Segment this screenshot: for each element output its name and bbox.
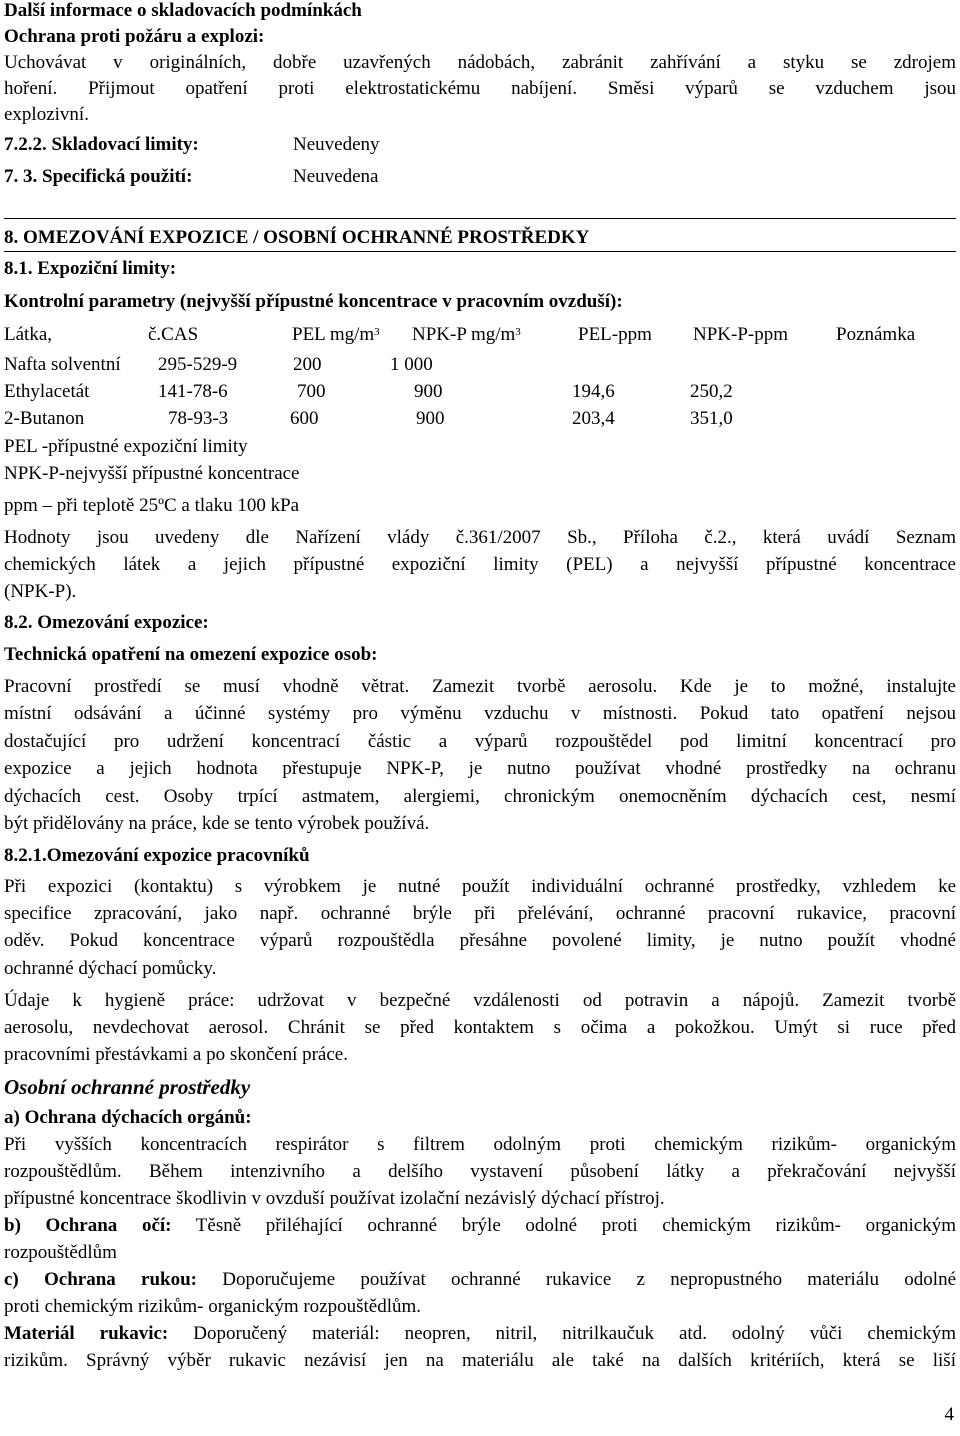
table-header-pel-mg: PEL $mg/m^3$: [292, 324, 380, 345]
section-rule-top: [4, 218, 956, 219]
table-cell-cas: 78-93-3: [168, 408, 229, 429]
table-cell-substance: Nafta solventní: [4, 354, 121, 375]
paragraph-line: pracovními přestávkami a po skončení práce.: [4, 1044, 348, 1065]
paragraph-line: (NPK-P).: [4, 581, 77, 602]
storage-limits-value: Neuvedeny: [293, 134, 380, 155]
page-number: 4: [944, 1404, 954, 1425]
control-parameters-heading: Kontrolní parametry (nejvyšší přípustné koncentrace v pracovním ovzduší):: [4, 291, 623, 312]
specific-uses-label: 7. 3. Specifická použití:: [4, 166, 193, 187]
paragraph-line: Hodnoty jsou uvedeny dle Nařízení vlády č.361/2007 Sb., Příloha č.2., která uvádí Seznam: [4, 527, 956, 548]
table-note: PEL -přípustné expoziční limity: [4, 436, 248, 457]
table-note: ppm – při teplotě 25ºC a tlaku 100 kPa: [4, 495, 300, 516]
technical-measures-heading: Technická opatření na omezení expozice osob:: [4, 644, 378, 665]
table-header-npkp-ppm: NPK-P-ppm: [693, 324, 789, 345]
table-header-npkp-mg: NPK-P $mg/m^3$: [412, 324, 521, 345]
paragraph-line: přípustné koncentrace škodlivin v ovzduší používat izolační nezávislý dýchací přístroj.: [4, 1188, 665, 1209]
section-8-2-title: 8.2. Omezování expozice:: [4, 612, 209, 633]
table-cell-pel-ppm: 194,6: [572, 381, 615, 402]
paragraph-line: být přidělovány na práce, kde se tento výrobek používá.: [4, 813, 430, 834]
ppe-heading: Osobní ochranné prostředky: [4, 1075, 251, 1099]
table-header-cas: č.CAS: [148, 324, 199, 345]
table-cell-npkp-ppm: 351,0: [690, 408, 733, 429]
heading-fire-protection: Ochrana proti požáru a explozi:: [4, 26, 265, 47]
paragraph-line: specifice zpracování, jako např. ochranné brýle při přelévání, ochranné pracovní rukavice, pracovní: [4, 903, 956, 924]
table-cell-pel-mg: 700: [297, 381, 326, 402]
table-cell-npkp-ppm: 250,2: [690, 381, 733, 402]
paragraph-line: oděv. Pokud koncentrace výparů rozpouštědla přesáhne povolené limity, je nutno použít vhodné: [4, 930, 956, 951]
eye-protection-line: b) Ochrana očí: Těsně přiléhající ochranné brýle odolné proti chemickým rizikům- organickým: [4, 1215, 957, 1236]
table-cell-npkp-mg: 900: [416, 408, 445, 429]
table-cell-npkp-mg: 900: [414, 381, 443, 402]
paragraph-line: Při vyšších koncentracích respirátor s filtrem odolným proti chemickým rizikům- organickým: [4, 1134, 956, 1155]
paragraph-line: dýchacích cest. Osoby trpící astmatem, alergiemi, chronickým onemocněním dýchacích cest, nesmí: [4, 786, 956, 807]
paragraph-line: Uchovávat v originálních, dobře uzavřených nádobách, zabránit zahřívání a styku se zdrojem: [4, 52, 956, 73]
table-cell-pel-mg: 600: [290, 408, 319, 429]
table-cell-pel-ppm: 203,4: [572, 408, 615, 429]
table-header-note: Poznámka: [836, 324, 916, 345]
hand-protection-label: c) Ochrana rukou:: [4, 1269, 197, 1290]
table-cell-npkp-mg: 1 000: [390, 354, 433, 375]
section-8-title: 8. OMEZOVÁNÍ EXPOZICE / OSOBNÍ OCHRANNÉ PROSTŘEDKY: [4, 227, 590, 248]
glove-material-label: Materiál rukavic:: [4, 1323, 169, 1344]
paragraph-line: proti chemickým rizikům- organickým rozpouštědlům.: [4, 1296, 422, 1317]
paragraph-line: rozpouštědlům: [4, 1242, 117, 1263]
table-cell-substance: 2-Butanon: [4, 408, 85, 429]
hand-protection-line: c) Ochrana rukou: Doporučujeme používat ochranné rukavice z nepropustného materiálu odolné: [4, 1269, 956, 1290]
storage-limits-label: 7.2.2. Skladovací limity:: [4, 134, 199, 155]
paragraph-line: chemických látek a jejich přípustné expoziční limity (PEL) a nejvyšší přípustné koncentrace: [4, 554, 956, 575]
paragraph-line: Při expozici (kontaktu) s výrobkem je nutné použít individuální ochranné prostředky, vzhledem ke: [4, 876, 956, 897]
respiratory-protection-heading: a) Ochrana dýchacích orgánů:: [4, 1107, 252, 1128]
eye-protection-label: b) Ochrana očí:: [4, 1215, 172, 1236]
section-rule-bottom: [4, 251, 956, 252]
paragraph-line: explozivní.: [4, 104, 89, 125]
paragraph-line: rozpouštědlům. Během intenzivního a delšího vystavení působení látky a překračování nejvyšší: [4, 1161, 956, 1182]
table-header-pel-ppm: PEL-ppm: [578, 324, 652, 345]
glove-material-line: Materiál rukavic: Doporučený materiál: neopren, nitril, nitrilkaučuk atd. odolný vůči chemickým: [4, 1323, 956, 1344]
table-cell-pel-mg: 200: [293, 354, 322, 375]
paragraph-line: dostačující pro udržení koncentrací částic a výparů rozpouštědel pod limitní koncentrací pro: [4, 731, 956, 752]
paragraph-line: Pracovní prostředí se musí vhodně větrat. Zamezit tvorbě aerosolu. Kde je to možné, instalujte: [4, 676, 956, 697]
specific-uses-value: Neuvedena: [293, 166, 379, 187]
paragraph-line: rizikům. Správný výběr rukavic nezávisí jen na materiálu ale také na dalších kritériích, která se liší: [4, 1350, 956, 1371]
table-cell-cas: 295-529-9: [158, 354, 238, 375]
paragraph-line: místní odsávání a účinné systémy pro výměnu vzduchu v místnosti. Pokud tato opatření nejsou: [4, 703, 956, 724]
table-note: NPK-P-nejvyšší přípustné koncentrace: [4, 463, 300, 484]
section-8-1-title: 8.1. Expoziční limity:: [4, 258, 177, 279]
section-8-2-1-title: 8.2.1.Omezování expozice pracovníků: [4, 845, 310, 866]
table-cell-cas: 141-78-6: [158, 381, 228, 402]
paragraph-line: Údaje k hygieně práce: udržovat v bezpečné vzdálenosti od potravin a nápojů. Zamezit tvorbě: [4, 990, 956, 1011]
heading-storage-info: Další informace o skladovacích podmínkách: [4, 0, 362, 21]
paragraph-line: aerosolu, nevdechovat aerosol. Chránit se před kontaktem s očima a pokožkou. Umýt si ruce před: [4, 1017, 956, 1038]
paragraph-line: expozice a jejich hodnota přestupuje NPK-P, je nutno používat vhodné prostředky na ochranu: [4, 758, 956, 779]
table-header-substance: Látka,: [4, 324, 53, 345]
paragraph-line: hoření. Přijmout opatření proti elektrostatickému nabíjení. Směsi výparů se vzduchem jsou: [4, 78, 956, 99]
paragraph-line: ochranné dýchací pomůcky.: [4, 958, 217, 979]
table-cell-substance: Ethylacetát: [4, 381, 90, 402]
